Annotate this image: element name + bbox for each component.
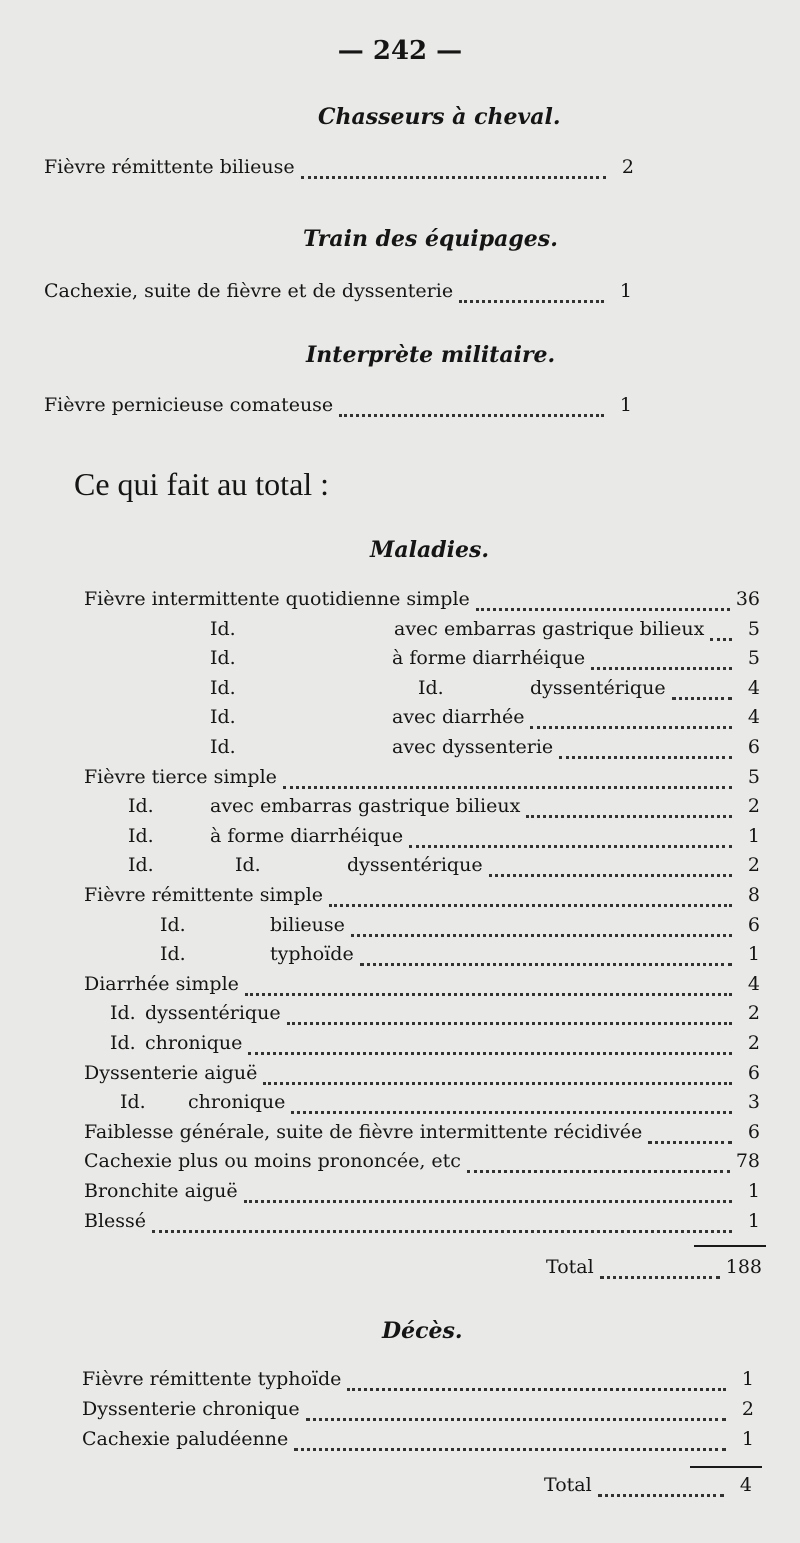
table-row bbox=[84, 1180, 760, 1210]
row-label: Id. bbox=[210, 676, 236, 699]
row-label: Id. bbox=[120, 1091, 146, 1114]
row-label: Faiblesse générale, suite de fièvre intermittente récidivée bbox=[84, 1120, 643, 1143]
table-row bbox=[210, 736, 760, 766]
section-heading-deces: Décès. bbox=[382, 1318, 463, 1344]
total-rule bbox=[690, 1466, 762, 1468]
row-value: 2 bbox=[747, 854, 760, 877]
row-label: Id. bbox=[110, 1002, 136, 1025]
row-sublabel: typhoïde bbox=[270, 943, 354, 966]
table-row bbox=[84, 973, 760, 1003]
list-item: Fièvre rémittente bilieuse 2 bbox=[44, 156, 634, 178]
row-label: Id. bbox=[128, 795, 154, 818]
table-row bbox=[128, 854, 760, 884]
row-value: 2 bbox=[747, 1032, 760, 1054]
row-value: 2 bbox=[747, 1002, 760, 1025]
row-sublabel-2: dyssentérique bbox=[530, 676, 666, 699]
table-row bbox=[128, 795, 760, 825]
row-value: 5 bbox=[747, 647, 760, 670]
row-label: Fièvre rémittente typhoïde bbox=[82, 1368, 342, 1390]
row-sublabel: avec diarrhée bbox=[392, 706, 525, 729]
table-row bbox=[160, 943, 760, 973]
row-value: 8 bbox=[747, 884, 760, 906]
deces-total: Total 4 bbox=[544, 1474, 752, 1496]
row-label: Id. bbox=[210, 617, 236, 640]
row-label: Id. bbox=[210, 736, 236, 758]
table-row bbox=[84, 1210, 760, 1240]
table-row bbox=[110, 1002, 760, 1032]
list-item: Cachexie, suite de fièvre et de dyssenterie 1 bbox=[44, 280, 632, 302]
row-value: 4 bbox=[747, 972, 760, 995]
row-label: Bronchite aiguë bbox=[84, 1180, 238, 1202]
maladies-total: Total 188 bbox=[546, 1256, 762, 1278]
row-value: 6 bbox=[747, 1120, 760, 1143]
row-label: Cachexie paludéenne bbox=[82, 1428, 289, 1450]
row-value: 1 bbox=[747, 943, 760, 966]
table-row bbox=[160, 914, 760, 944]
row-value: 5 bbox=[747, 765, 760, 788]
row-value: 1 bbox=[741, 1368, 754, 1390]
section-heading-maladies: Maladies. bbox=[370, 537, 490, 563]
row-value: 1 bbox=[747, 1209, 760, 1232]
row-label: Blessé bbox=[84, 1209, 147, 1232]
row-label: Fièvre intermittente quotidienne simple bbox=[84, 588, 470, 610]
row-value: 36 bbox=[735, 588, 760, 610]
row-sublabel: dyssentérique bbox=[145, 1002, 281, 1025]
table-row bbox=[84, 884, 760, 914]
table-row bbox=[84, 1150, 760, 1180]
row-label: Id. bbox=[128, 854, 154, 877]
row-sublabel: avec embarras gastrique bilieux bbox=[210, 795, 521, 818]
row-label: Dyssenterie aiguë bbox=[84, 1061, 258, 1084]
row-sublabel: chronique bbox=[145, 1032, 243, 1054]
row-label: Id. bbox=[210, 706, 236, 729]
row-label: Id. bbox=[210, 647, 236, 670]
table-row bbox=[84, 766, 760, 796]
table-row bbox=[84, 588, 760, 618]
row-label: Diarrhée simple bbox=[84, 972, 239, 995]
row-sublabel: avec embarras gastrique bilieux bbox=[394, 617, 705, 640]
row-label: Id. bbox=[160, 913, 186, 936]
row-sublabel: à forme diarrhéique bbox=[210, 824, 404, 847]
row-label: Id. bbox=[128, 824, 154, 847]
row-label: Cachexie plus ou moins prononcée, etc bbox=[84, 1150, 461, 1173]
table-row bbox=[82, 1368, 754, 1398]
table-row bbox=[82, 1398, 754, 1428]
table-row bbox=[110, 1032, 760, 1062]
row-value: 2 bbox=[741, 1398, 754, 1420]
table-row bbox=[120, 1091, 760, 1121]
row-value: 4 bbox=[747, 676, 760, 699]
row-sublabel: bilieuse bbox=[270, 913, 345, 936]
row-sublabel: à forme diarrhéique bbox=[392, 647, 586, 670]
row-value: 5 bbox=[747, 617, 760, 640]
table-row bbox=[210, 647, 760, 677]
row-label: Id. bbox=[110, 1032, 136, 1054]
row-sublabel: chronique bbox=[188, 1091, 286, 1114]
row-sublabel: Id. bbox=[235, 854, 261, 877]
section-heading-chasseurs: Chasseurs à cheval. bbox=[318, 104, 561, 130]
row-value: 6 bbox=[747, 736, 760, 758]
row-value: 4 bbox=[747, 706, 760, 729]
row-value: 6 bbox=[747, 1061, 760, 1084]
list-item: Fièvre pernicieuse comateuse 1 bbox=[44, 394, 632, 416]
row-value: 2 bbox=[747, 795, 760, 818]
section-heading-train: Train des équipages. bbox=[303, 226, 558, 252]
row-value: 78 bbox=[735, 1150, 760, 1173]
row-value: 6 bbox=[747, 913, 760, 936]
row-label: Fièvre rémittente simple bbox=[84, 884, 324, 906]
section-heading-interprete: Interprète militaire. bbox=[306, 342, 556, 368]
row-sublabel: Id. bbox=[418, 676, 444, 699]
row-label: Id. bbox=[160, 943, 186, 966]
table-row bbox=[84, 1121, 760, 1151]
total-rule bbox=[694, 1245, 766, 1247]
row-value: 1 bbox=[747, 1180, 760, 1202]
row-value: 3 bbox=[747, 1091, 760, 1114]
table-row bbox=[210, 677, 760, 707]
row-value: 1 bbox=[741, 1428, 754, 1450]
page-number: — 242 — bbox=[337, 36, 463, 66]
row-sublabel-2: dyssentérique bbox=[347, 854, 483, 877]
row-label: Fièvre tierce simple bbox=[84, 765, 277, 788]
row-label: Dyssenterie chronique bbox=[82, 1398, 300, 1420]
table-row bbox=[210, 618, 760, 648]
table-row bbox=[128, 825, 760, 855]
table-row bbox=[210, 706, 760, 736]
summary-title: Ce qui fait au total : bbox=[74, 466, 330, 502]
table-row bbox=[82, 1428, 754, 1458]
table-row bbox=[84, 1062, 760, 1092]
row-value: 1 bbox=[747, 824, 760, 847]
row-sublabel: avec dyssenterie bbox=[392, 736, 554, 758]
